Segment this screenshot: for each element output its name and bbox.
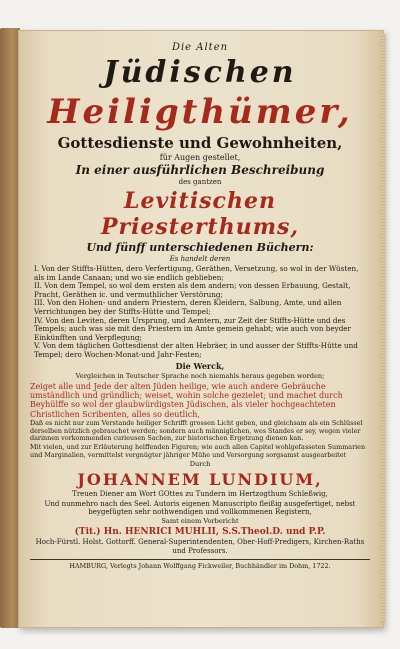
author-name: JOHANNEM LUNDIUM, — [77, 470, 323, 490]
title-line-3: Heiligthümer, — [47, 92, 353, 132]
muhli-line: (Tit.) Hn. HENRICI MUHLII, S.S.Theol.D. und P.P. — [74, 527, 326, 538]
book-binding — [0, 28, 20, 628]
title-line-4: Gottesdienste und Gewohnheiten, — [57, 134, 343, 152]
title-line-9: Und fünff unterschiedenen Büchern: — [86, 241, 314, 254]
werck-heading: Die Werck, — [175, 360, 225, 371]
contents-item: III. Von den Hohen- und andern Priestern, deren Kleidern, Salbung, Amte, und allen Verrichtungen bey der Stiffts-Hütte und Tempel; — [34, 298, 342, 316]
contents-item: V. Von dem täglichen Gottesdienst der alten Hebräer, in und ausser der Stiffts-Hütte und Tempel; dero Wochen-Monat-und Jahr-Festen; — [34, 341, 358, 359]
title-line-8: Levitischen Priesterthums, — [100, 188, 300, 240]
author-subline-1: Treuen Diener am Wort GOttes zu Tundern im Hertzogthum Schleßwig, — [72, 490, 328, 499]
contents-list — [34, 265, 370, 360]
title-page-text — [30, 42, 370, 570]
paragraph-2: Daß es nicht nur zum Verstande heiliger Schrifft grossen Licht geben, und gleichsam als ein Schlüssel derselben nützlich gebrauchet werden; sondern auch männiglichen, wes Standes er sey, wegen vieler darinnen vorkommenden curieusen Sachen, zur historischen Ergetzung dienen kan. — [30, 419, 363, 443]
title-line-2: Jüdischen — [103, 55, 297, 90]
contents-item: II. Von dem Tempel, so wol dem ersten als dem andern; von dessen Erbauung, Gestalt, Pracht, Geräthen ic. und vermuthlicher Verstörung; — [34, 281, 351, 299]
durch-label: Durch — [189, 460, 211, 469]
muhli-subline: Hoch-Fürstl. Holst. Gottorff. General-Superintendenten, Ober-Hoff-Predigers, Kirchen-Raths und Professors. — [35, 538, 365, 555]
main-statement-text: Zeiget alle und Jede der alten Jüden heilige, wie auch andere Gebräuche umständlich und gründlich; weiset, wohin solche gezielet; und machet durch Beyhülffe so wol der glaubwürdigsten Jüdischen, als vieler hochgeachteten Christlichen Scribenten, alles so deutlich, — [30, 381, 343, 419]
imprint-line: HAMBURG, Verlegts Johann Wolffgang Fickweiler, Buchhändler im Dohm, 1722. — [30, 559, 370, 570]
title-line-5: für Augen gestellet, — [159, 153, 241, 162]
title-line-10: Es handelt deren — [169, 255, 231, 263]
contents-item: IV. Von den Leviten, deren Ursprung, und Aemtern, zur Zeit der Stiffts-Hütte und des Tempels; auch was sie mit den Priestern im Amte gemein gehabt; wie auch von beyder Einkünfften und Verpflegung; — [34, 315, 351, 342]
contents-item: I. Von der Stiffts-Hütten, dero Verfertigung, Geräthen, Versetzung, so wol in der Wüsten, als im Lande Canaan; und wo sie endlich geblieben; — [34, 264, 359, 282]
vorrede-line: Samt einem Vorbericht — [161, 517, 239, 526]
main-statement — [30, 382, 370, 420]
title-line-7: des gantzen — [178, 178, 222, 186]
paragraph-3: Mit vielen, und zur Erläuterung helffenden Figuren; wie auch allen Capitel wohlgefasseten Summarien und Marginalien, vermittelst vergnügter jähriger Mühe und Versorgung sorgsamst ausgearbeitet — [30, 442, 366, 459]
page-edges — [380, 34, 386, 622]
title-line-1: Die Alten — [171, 42, 229, 53]
author-subline-2: Und nunmehro nach des Seel. Autoris eigenen Manuscripto fleißig ausgefertiget, nebst beygefügten sehr nothwendigen und vollkommenen Registern, — [44, 499, 356, 516]
werck-subline: Vergleichen in Teutscher Sprache noch niemahls heraus gegeben worden; — [75, 371, 325, 380]
title-line-6: In einer ausführlichen Beschreibung — [75, 163, 325, 177]
